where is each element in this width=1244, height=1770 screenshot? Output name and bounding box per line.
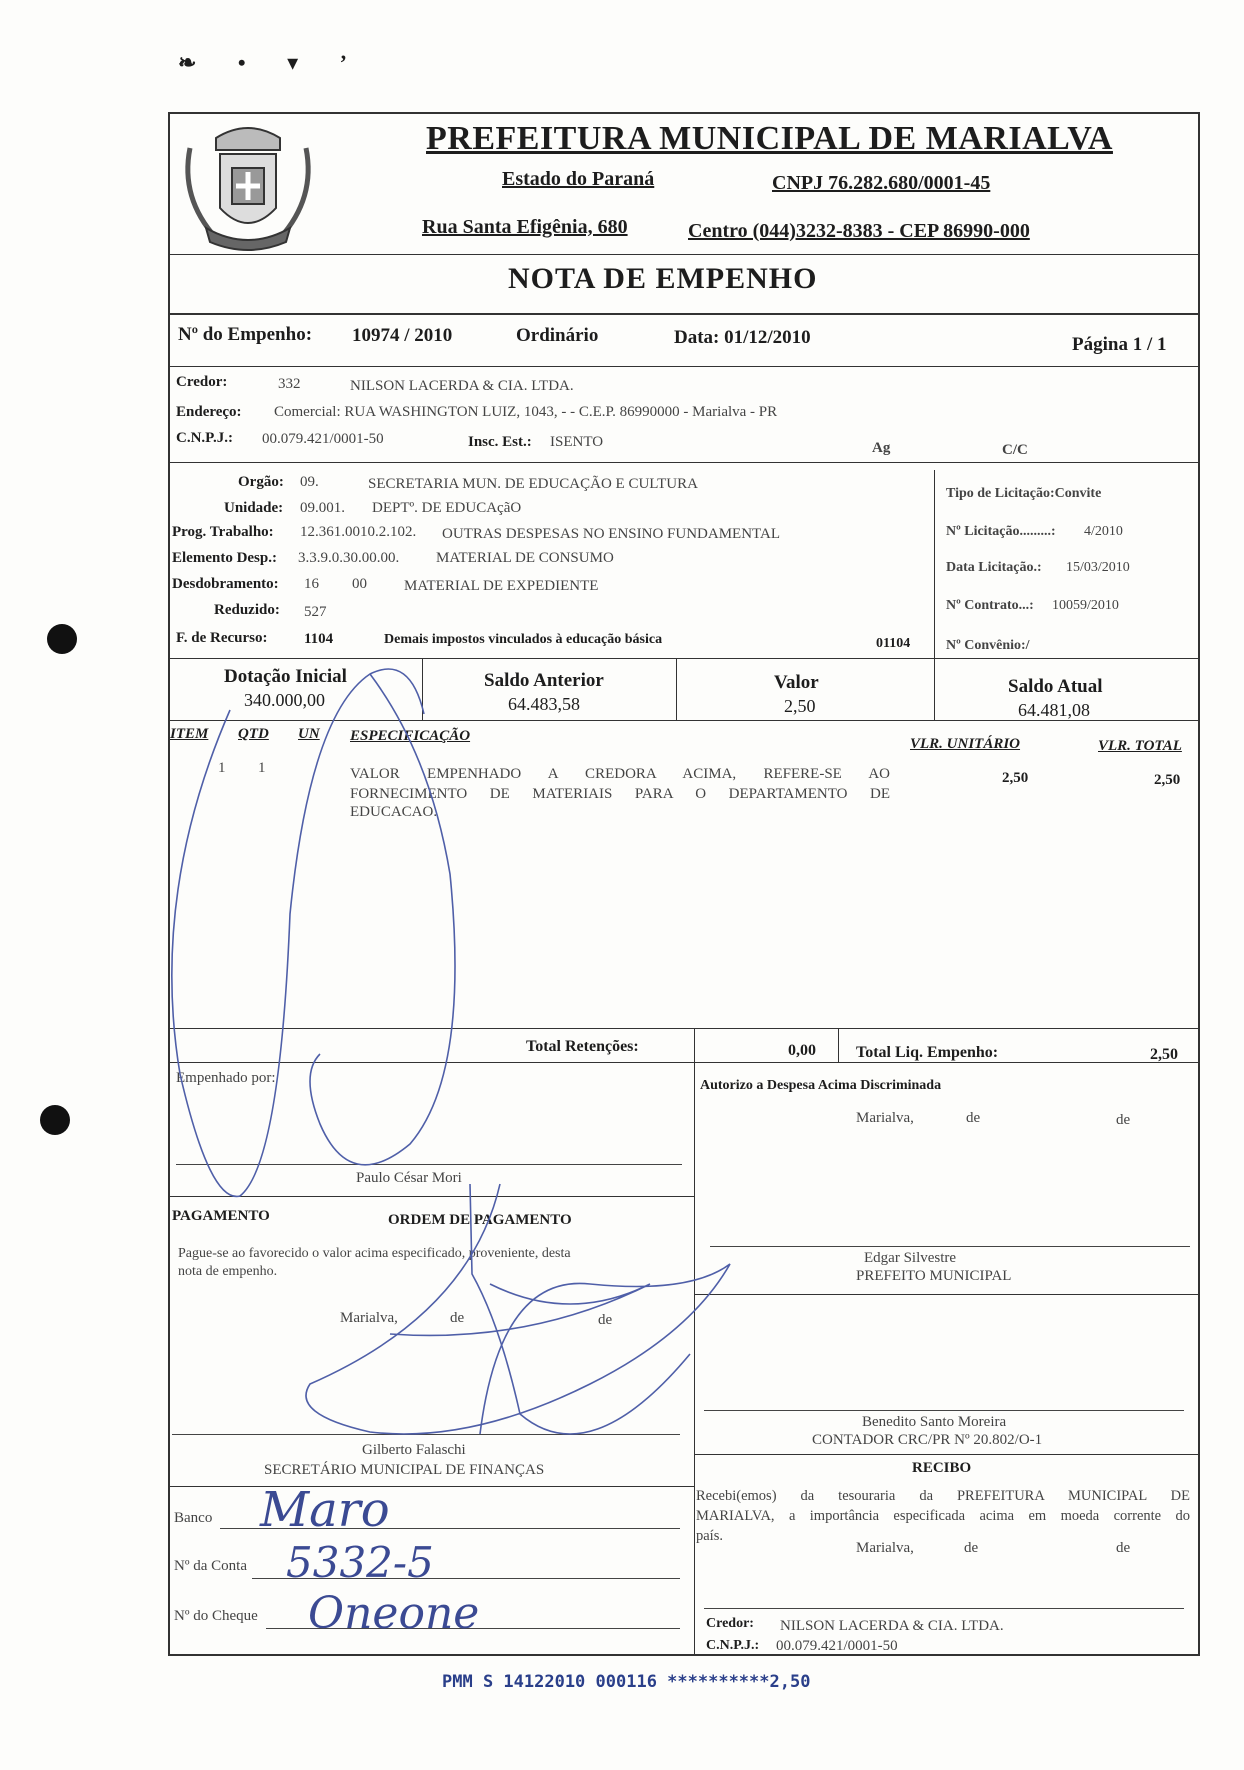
valor-value: 2,50 xyxy=(784,696,816,716)
prefeito-role: PREFEITO MUNICIPAL xyxy=(856,1268,1012,1284)
empenho-date: Data: 01/12/2010 xyxy=(674,327,811,348)
valor-label: Valor xyxy=(774,672,819,693)
state-name: Estado do Paraná xyxy=(502,168,655,190)
banco-handwritten: Maro xyxy=(260,1482,390,1538)
credor-name: NILSON LACERDA & CIA. LTDA. xyxy=(350,378,574,394)
empenhado-label: Empenhado por: xyxy=(176,1070,276,1086)
contador-role: CONTADOR CRC/PR Nº 20.802/O-1 xyxy=(812,1432,1043,1448)
autorizo-place: Marialva, xyxy=(856,1110,914,1126)
cheque-label: Nº do Cheque xyxy=(174,1608,258,1624)
empenho-type: Ordinário xyxy=(516,325,599,346)
elemento-name: MATERIAL DE CONSUMO xyxy=(436,550,614,566)
recibo-cnpj: 00.079.421/0001-50 xyxy=(776,1638,898,1654)
dotacao-label: Dotação Inicial xyxy=(224,666,347,687)
nota-empenho-form xyxy=(168,112,1200,1656)
pagamento-de-2: de xyxy=(598,1312,613,1328)
credor-address: Comercial: RUA WASHINGTON LUIZ, 1043, - - C.E.P. 86990000 - Marialva - PR xyxy=(274,404,778,420)
item-spec-line-1: VALOR EMPENHADO A CREDORA ACIMA, REFERE-SE AO xyxy=(350,766,890,782)
col-un-header: UN xyxy=(298,726,320,742)
pagamento-label: PAGAMENTO xyxy=(172,1208,270,1224)
pagamento-text-2: nota de empenho. xyxy=(178,1264,278,1279)
empenhado-name: Paulo César Mori xyxy=(356,1170,462,1186)
contador-name: Benedito Santo Moreira xyxy=(862,1414,1007,1430)
saldo-atual-label: Saldo Atual xyxy=(1008,676,1103,697)
col-item-header: ITEM xyxy=(170,726,209,742)
item-number: 1 xyxy=(218,760,226,776)
pagamento-text-1: Pague-se ao favorecido o valor acima especificado, proveniente, desta xyxy=(178,1246,571,1261)
recibo-text-1: Recebi(emos) da tesouraria da PREFEITURA MUNICIPAL DE xyxy=(696,1488,1190,1504)
orgao-code: 09. xyxy=(300,474,319,490)
orgao-label: Orgão: xyxy=(238,474,284,490)
liquido-value: 2,50 xyxy=(1150,1046,1178,1063)
saldo-anterior-value: 64.483,58 xyxy=(508,694,580,714)
reduzido-label: Reduzido: xyxy=(214,602,280,618)
punch-hole xyxy=(47,624,77,654)
page-number: Página 1 / 1 xyxy=(1072,334,1167,355)
recibo-credor-name: NILSON LACERDA & CIA. LTDA. xyxy=(780,1618,1004,1634)
saldo-anterior-label: Saldo Anterior xyxy=(484,670,604,691)
desdobramento-name: MATERIAL DE EXPEDIENTE xyxy=(404,578,599,594)
recibo-de-2: de xyxy=(1116,1540,1131,1556)
licitacao-number-label: Nº Licitação.........: xyxy=(946,524,1056,539)
col-qtd-header: QTD xyxy=(238,726,269,742)
contrato-label: Nº Contrato...: xyxy=(946,598,1034,613)
agencia-label: Ag xyxy=(872,440,891,456)
desdobramento-a: 16 xyxy=(304,576,319,592)
prefeitura-cnpj: CNPJ 76.282.680/0001-45 xyxy=(772,172,991,194)
licitacao-date: 15/03/2010 xyxy=(1066,560,1130,575)
recibo-label: RECIBO xyxy=(912,1460,972,1476)
insc-label: Insc. Est.: xyxy=(468,434,532,450)
secretario-name: Gilberto Falaschi xyxy=(362,1442,466,1458)
ordem-pagamento-label: ORDEM DE PAGAMENTO xyxy=(388,1212,572,1228)
prog-label: Prog. Trabalho: xyxy=(172,524,274,540)
item-unit-value: 2,50 xyxy=(1002,770,1029,786)
banco-label: Banco xyxy=(174,1510,213,1526)
col-unitario-header: VLR. UNITÁRIO xyxy=(910,736,1021,752)
recibo-credor-label: Credor: xyxy=(706,1616,754,1631)
recurso-label: F. de Recurso: xyxy=(176,630,268,646)
orgao-name: SECRETARIA MUN. DE EDUCAÇÃO E CULTURA xyxy=(368,476,698,492)
item-spec-line-3: EDUCACAO. xyxy=(350,804,438,820)
contrato-number: 10059/2010 xyxy=(1052,598,1119,613)
credor-code: 332 xyxy=(278,376,301,392)
item-qtd: 1 xyxy=(258,760,266,776)
reduzido-value: 527 xyxy=(304,604,327,620)
mechanical-stamp: PMM S 14122010 000116 **********2,50 xyxy=(442,1672,811,1692)
prefeitura-address: Rua Santa Efigênia, 680 xyxy=(422,216,628,238)
conta-label: Nº da Conta xyxy=(174,1558,247,1574)
unidade-label: Unidade: xyxy=(224,500,284,516)
punch-hole xyxy=(40,1105,70,1135)
prog-code: 12.361.0010.2.102. xyxy=(300,524,417,540)
item-spec-line-2: FORNECIMENTO DE MATERIAIS PARA O DEPARTAMENTO DE xyxy=(350,786,890,802)
autorizo-de-2: de xyxy=(1116,1112,1131,1128)
secretario-role: SECRETÁRIO MUNICIPAL DE FINANÇAS xyxy=(264,1462,545,1478)
cheque-handwritten: Oneone xyxy=(308,1588,480,1639)
elemento-code: 3.3.9.0.30.00.00. xyxy=(298,550,400,566)
insc-value: ISENTO xyxy=(550,434,604,450)
unidade-name: DEPTº. DE EDUCAçãO xyxy=(372,500,522,516)
recibo-cnpj-label: C.N.P.J.: xyxy=(706,1638,760,1653)
document-title: NOTA DE EMPENHO xyxy=(508,262,818,295)
retencoes-value: 0,00 xyxy=(788,1042,816,1059)
tipo-licitacao: Tipo de Licitação:Convite xyxy=(946,486,1102,501)
retencoes-label: Total Retenções: xyxy=(526,1038,639,1055)
endereco-label: Endereço: xyxy=(176,404,242,420)
recurso-code-2: 01104 xyxy=(876,636,911,651)
prefeito-name: Edgar Silvestre xyxy=(864,1250,957,1266)
licitacao-number: 4/2010 xyxy=(1084,524,1123,539)
licitacao-date-label: Data Licitação.: xyxy=(946,560,1042,575)
conta-corrente-label: C/C xyxy=(1002,442,1028,458)
empenho-number: 10974 / 2010 xyxy=(352,325,453,346)
prefeitura-contact: Centro (044)3232-8383 - CEP 86990-000 xyxy=(688,220,1030,242)
cnpj-label: C.N.P.J.: xyxy=(176,430,233,446)
handwritten-signature-strokes xyxy=(170,114,1200,1654)
credor-cnpj: 00.079.421/0001-50 xyxy=(262,431,384,447)
pagamento-de-1: de xyxy=(450,1310,465,1326)
desdobramento-b: 00 xyxy=(352,576,367,592)
scan-marks: ❧ • ▾ ’ xyxy=(178,50,366,75)
item-total-value: 2,50 xyxy=(1154,772,1181,788)
autorizo-de-1: de xyxy=(966,1110,981,1126)
prog-name: OUTRAS DESPESAS NO ENSINO FUNDAMENTAL xyxy=(442,526,780,542)
dotacao-value: 340.000,00 xyxy=(244,690,325,710)
desdobramento-label: Desdobramento: xyxy=(172,576,279,592)
elemento-label: Elemento Desp.: xyxy=(172,550,277,566)
recurso-name: Demais impostos vinculados à educação básica xyxy=(384,632,663,647)
credor-label: Credor: xyxy=(176,374,228,390)
col-especificacao-header: ESPECIFICAÇÃO xyxy=(350,728,471,744)
autorizo-label: Autorizo a Despesa Acima Discriminada xyxy=(700,1078,942,1093)
recurso-code: 1104 xyxy=(304,631,334,647)
liquido-label: Total Liq. Empenho: xyxy=(856,1044,999,1061)
unidade-code: 09.001. xyxy=(300,500,345,516)
saldo-atual-value: 64.481,08 xyxy=(1018,700,1090,720)
empenho-number-label: Nº do Empenho: xyxy=(178,324,313,345)
recibo-text-2: MARIALVA, a importância especificada acima em moeda corrente do xyxy=(696,1508,1190,1524)
recibo-place: Marialva, xyxy=(856,1540,914,1556)
prefeitura-title: PREFEITURA MUNICIPAL DE MARIALVA xyxy=(426,120,1113,157)
recibo-text-3: país. xyxy=(696,1528,723,1544)
conta-handwritten: 5332-5 xyxy=(286,1538,434,1587)
convenio: Nº Convênio:/ xyxy=(946,638,1030,653)
col-total-header: VLR. TOTAL xyxy=(1098,738,1182,754)
recibo-de-1: de xyxy=(964,1540,979,1556)
pagamento-place: Marialva, xyxy=(340,1310,398,1326)
